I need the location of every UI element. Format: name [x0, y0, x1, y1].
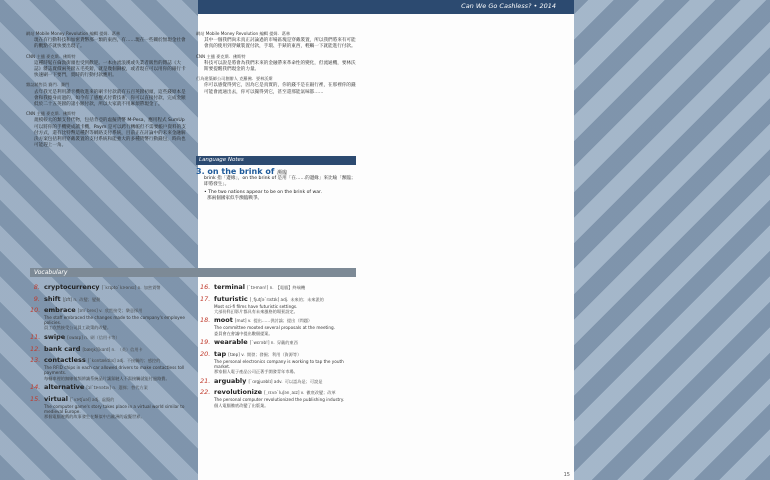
vocabulary-headline: [200, 338, 360, 347]
language-note-number: 3.: [196, 167, 205, 176]
language-note-heading: [196, 169, 356, 176]
vocabulary-example: 員工欣然接受公司員工政策的改變。: [44, 325, 112, 331]
vocabulary-definition-zh: 選擇；替代方案: [118, 385, 148, 391]
vocabulary-entry: [200, 350, 360, 375]
vocabulary-word: virtual: [44, 394, 69, 403]
language-note-phrase-zh: 瀕臨: [277, 170, 288, 176]
vocabulary-word: swipe: [44, 333, 66, 342]
vocabulary-number: 9.: [33, 294, 40, 303]
transcript-paragraph: 其中一個我們尚未真正討論過的市場區塊是穿戴裝置，所以我們將來有可能會真的使用到穿戴裝置付款，手環、手錶的東西，輕觸一下就能進行付款。: [204, 38, 356, 50]
vocabulary-entry: [30, 356, 190, 381]
vocabulary-example: The staff embraced the changes made to the company's employee policies.: [44, 315, 185, 326]
speaker-label: 網站 Mobile Money Revolution 編輯 提姆．葛林: [196, 31, 291, 36]
vocabulary-word: tap: [214, 349, 227, 358]
vocabulary-example: 每輛車裡的無線射頻辨識系統晶片讓駕駛人不需接觸就能付過路費。: [44, 375, 170, 381]
vocabulary-number: 13.: [30, 356, 41, 365]
speaker-label: CNN 主播 麥克斯．佛斯特: [26, 53, 76, 59]
vocabulary-word: bank card: [44, 344, 81, 353]
transcript-paragraph: 現在有行動科技和加密貨幣那一類的東西，有……現在一些關於無現金社會的觀點不就快要出現了。: [34, 38, 186, 50]
vocabulary-headline: [30, 345, 190, 354]
vocabulary-pronunciation: [ˋwɛrəb!] n.: [249, 340, 275, 346]
transcript-paragraph: 你可以感覺得到它，因為它是真實的，你的錢不是在銀行裡，在那裡你的錢可能會流通出去，你可以獨得到它，甚至還那能氣味都……: [204, 83, 356, 95]
vocabulary-definition-zh: （英）信用卡: [117, 346, 143, 352]
vocabulary-definition-zh: 提出……供討論；提出（問題）: [253, 318, 313, 324]
vocabulary-number: 19.: [200, 338, 211, 347]
vocabulary-word: moot: [214, 316, 233, 325]
vocabulary-pronunciation: [tæp] v.: [228, 351, 245, 357]
language-note-example-en-text: The two nations appear to be on the brink of war.: [208, 190, 322, 195]
vocabulary-definition-zh: 加密貨幣: [143, 285, 161, 290]
vocabulary-example: Most sci-fi films have futuristic settings.: [214, 303, 298, 309]
vocabulary-number: 8.: [33, 283, 40, 291]
language-notes-label: Language Notes: [199, 157, 244, 163]
vocabulary-entry: [30, 306, 190, 331]
vocabulary-label: Vocabulary: [34, 269, 68, 276]
vocabulary-number: 11.: [30, 333, 41, 342]
speaker-label: CNN 主播 麥克斯．佛斯特: [196, 53, 246, 59]
vocabulary-entry: [30, 383, 190, 392]
vocabulary-number: 21.: [200, 376, 211, 385]
vocabulary-definition-zh: 【電腦】終端機: [275, 285, 306, 290]
vocabulary-pronunciation: [ˋvɝtʃuəl] adj.: [70, 396, 100, 402]
vocabulary-headline: [200, 350, 360, 359]
speaker-label: 雜誌銷售員 賽門．賽門: [26, 82, 70, 88]
vocabulary-pronunciation: [ˋkɑntæktlɪs] adj.: [87, 358, 125, 364]
speaker-label: CNN 主播 麥克斯．佛斯特: [26, 111, 76, 117]
vocabulary-definition-zh: 穿戴的東西: [276, 340, 298, 346]
left-transcript-column: [26, 28, 186, 149]
vocabulary-pronunciation: [ɔlˋtɝnətɪv] n.: [86, 385, 117, 391]
right-transcript-column: [196, 28, 356, 96]
vocabulary-word: embrace: [44, 306, 76, 314]
language-note-example-en: • The two nations appear to be on the brink of war.: [204, 190, 322, 195]
vocabulary-entry: [30, 345, 190, 354]
vocabulary-pronunciation: [ɪmˋbres] v.: [77, 308, 103, 313]
vocabulary-number: 17.: [200, 294, 211, 303]
vocabulary-word: revolutionize: [214, 388, 263, 397]
vocabulary-number: 16.: [200, 283, 211, 291]
vocabulary-example: 個人電腦徹底改變了出版業。: [214, 402, 269, 408]
language-notes-bar: [196, 156, 356, 165]
vocabulary-definition-zh: 改變；變動: [79, 296, 101, 302]
vocabulary-headline: [200, 316, 360, 325]
vocabulary-number: 10.: [30, 306, 41, 314]
vocabulary-example: 那個電腦遊戲的故事發生在類似中古歐洲的虛擬世界。: [44, 414, 145, 420]
vocabulary-headline: [200, 295, 360, 304]
vocabulary-example: 大部份科幻影片都具有未來風格的場景設定。: [214, 308, 298, 314]
vocabulary-right-column: [200, 283, 360, 410]
vocabulary-headline: [30, 395, 190, 404]
header-title: Can We Go Cashless? • 2014: [461, 2, 556, 10]
vocabulary-example: The RFID chips in each car allowed drivers to make contactless toll payments.: [44, 365, 185, 376]
vocabulary-word: cryptocurrency: [44, 283, 100, 291]
vocabulary-word: wearable: [214, 338, 248, 347]
vocabulary-definition-zh: 徹底改變；改革: [306, 390, 336, 396]
vocabulary-definition-zh: 刷（信用卡等）: [90, 335, 120, 341]
vocabulary-headline: [30, 383, 190, 392]
vocabulary-entry: [30, 333, 190, 342]
vocabulary-entry: [200, 295, 360, 314]
vocabulary-definition-zh: 未來的；未來派的: [290, 296, 324, 302]
speaker-label: 網站 Mobile Money Revolution 編輯 提姆．葛林: [26, 31, 121, 36]
vocabulary-example: The personal computer revolutionized the publishing industry.: [214, 397, 345, 403]
vocabulary-pronunciation: [ˋɑrgjuəblɪ] adv.: [248, 378, 283, 384]
vocabulary-entry: [200, 338, 360, 347]
speaker-label: 行為建築師公司創辦人 克羅佛．要林沃斯: [196, 76, 273, 82]
vocabulary-pronunciation: [ˋtɝmən!] n.: [247, 285, 274, 290]
vocabulary-headline: [30, 306, 190, 315]
vocabulary-pronunciation: [bæŋk][kɑrd] n.: [82, 346, 116, 352]
vocabulary-definition-zh: 虛擬的: [101, 396, 115, 402]
vocabulary-example: 委員會在會議中提出數個提案。: [214, 330, 273, 336]
vocabulary-entry: [30, 395, 190, 420]
language-note-explanation: brink 指「邊緣」，on the brink of 是用「在……的邊緣」來比喻「瀕臨；即將發生」。: [204, 176, 356, 187]
vocabulary-entry: [30, 295, 190, 304]
language-note-example-zh: 那兩個國家似乎瀕臨戰爭。: [207, 196, 263, 201]
vocabulary-pronunciation: [ˏfjutʃəˋrɪstɪk] adj.: [249, 296, 289, 302]
vocabulary-word: arguably: [214, 376, 247, 385]
vocabulary-entry: [30, 283, 190, 292]
vocabulary-definition-zh: 不接觸的；感控的: [126, 358, 161, 364]
vocabulary-pronunciation: [swaɪp] n.: [67, 335, 89, 341]
vocabulary-number: 22.: [200, 388, 211, 397]
page-number: 15: [563, 472, 570, 478]
transcript-paragraph: 這種時髦在倫敦街頭也受到歡迎。一本由流浪漢或失業者販售的雜誌《大誌》雜誌賣價兩英鎊五毛英鎊，就是幾個銅板，或者現在可以用你的銀行卡快速刷一下要門，賣時的行動付款應用。: [34, 60, 186, 79]
vocabulary-headline: [30, 283, 190, 292]
vocabulary-word: terminal: [214, 283, 245, 291]
vocabulary-headline: [200, 283, 360, 292]
transcript-paragraph: 規模較大的類支替代物，包括肯亞的虛擬貨幣 M-Pesa，應用程式 SumUp 可以將你的手機變成讀卡機，Paym 是可以跨行轉帳但不需要帳戶資料的支付方式，還有比特幣這種對等網路支付系統，目前正在討論中的未來金融解決方案包括利用穿戴裝置的支付系統和能強大的多種貨幣行動錢包，時尚也可能趕上一角。: [34, 118, 186, 149]
vocabulary-headline: [30, 333, 190, 342]
transcript-paragraph: 科技可以說是將會為我們未來的金融帶來革命性的變化，但流通機，要林沃斯要提醒我們現金的力量。: [204, 60, 356, 73]
vocabulary-number: 12.: [30, 344, 41, 353]
vocabulary-word: contactless: [44, 356, 86, 365]
vocabulary-number: 18.: [200, 316, 211, 325]
vocabulary-pronunciation: [ˏrɛvəˋluʃənˏaɪz] v.: [264, 390, 305, 396]
vocabulary-example: The committee mooted several proposals at the meeting.: [214, 325, 335, 331]
vocabulary-number: 15.: [30, 394, 41, 403]
vocabulary-headline: [200, 388, 360, 397]
transcript-paragraph: 去年我光是利用讀卡機收進來的刷卡付款就有五百英鎊初頭，這些錢原本是會和我擦身而過的，如今有了感應式付費技術，你可以直接付款，完成金額低於二十五英鎊的諸小額付款，所以大家就不用麻煩帶現金了。: [34, 89, 186, 108]
page-header: [198, 0, 574, 14]
vocabulary-entry: [200, 316, 360, 335]
vocabulary-number: 14.: [30, 383, 41, 392]
vocabulary-left-column: [30, 283, 190, 422]
vocabulary-example: The personal electronics company is working to tap the youth market.: [214, 358, 344, 370]
right-background-pattern: [570, 0, 770, 480]
vocabulary-bar: [30, 268, 356, 277]
vocabulary-definition-zh: 開發；發掘；利用（資源等）: [246, 351, 302, 357]
language-note-phrase: on the brink of: [207, 167, 275, 176]
vocabulary-pronunciation: [ˋkrɪpto`kɝənsɪ] n.: [101, 285, 142, 290]
vocabulary-pronunciation: [ʃɪft] n.: [62, 296, 78, 302]
vocabulary-number: 20.: [200, 349, 211, 358]
vocabulary-word: futuristic: [214, 294, 248, 303]
vocabulary-example: The computer game's story takes place in a virtual world similar to medieval Europe.: [44, 403, 185, 414]
vocabulary-entry: [200, 377, 360, 386]
language-notes-body: [196, 169, 356, 202]
vocabulary-entry: [200, 388, 360, 407]
vocabulary-pronunciation: [mut] v.: [234, 318, 252, 324]
vocabulary-headline: [30, 295, 190, 304]
vocabulary-entry: [200, 283, 360, 292]
vocabulary-word: shift: [44, 294, 61, 303]
vocabulary-headline: [200, 377, 360, 386]
vocabulary-word: alternative: [44, 383, 85, 392]
vocabulary-definition-zh: 欣然接受；樂意採用: [104, 308, 143, 313]
vocabulary-definition-zh: 可以認為是；可說是: [284, 378, 323, 384]
vocabulary-headline: [30, 356, 190, 365]
vocabulary-example: 那家個人電子產品公司正著手開發青年市場。: [214, 369, 298, 375]
